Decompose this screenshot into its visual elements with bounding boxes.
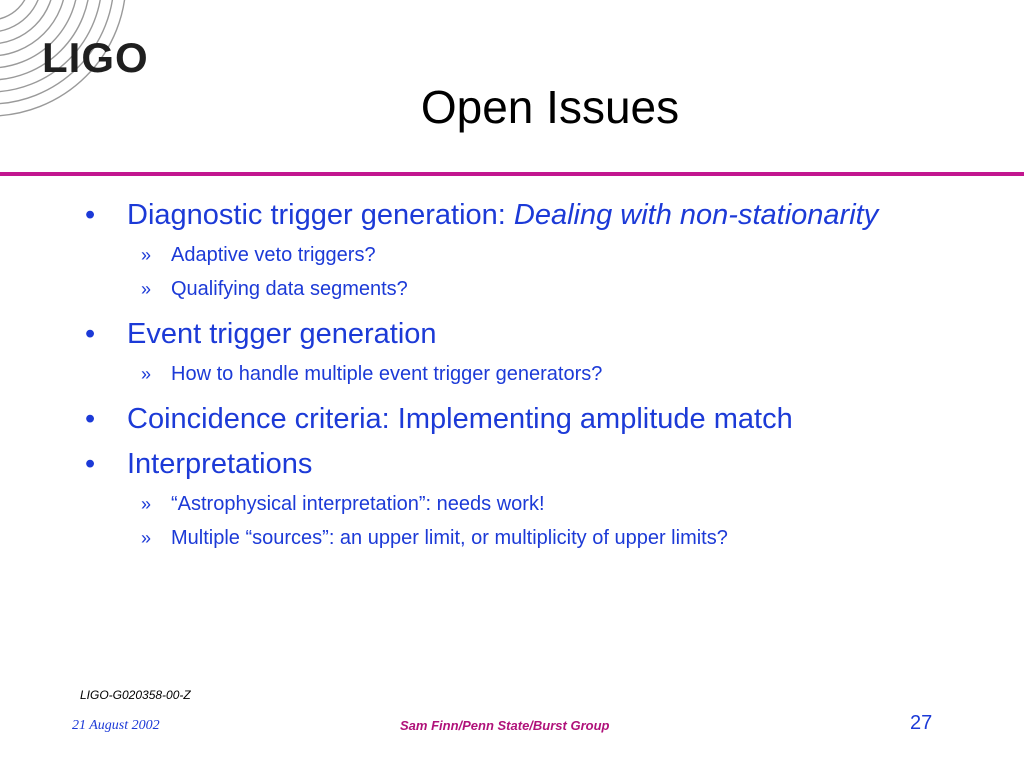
sub-bullet-icon: » xyxy=(141,494,152,514)
page-number: 27 xyxy=(910,712,933,734)
ligo-logo: LIGO xyxy=(42,34,149,81)
bullet-item xyxy=(85,445,965,484)
bullet-emphasis: Dealing with non-stationarity xyxy=(513,199,879,231)
title-divider xyxy=(0,172,1024,176)
sub-bullet-text: Qualifying data segments? xyxy=(171,278,408,300)
sub-bullet-icon: » xyxy=(141,364,152,384)
bullet-text: Diagnostic trigger generation: xyxy=(127,199,514,231)
footer-date: 21 August 2002 xyxy=(72,718,160,733)
bullet-icon: • xyxy=(85,403,96,435)
sub-bullet-icon: » xyxy=(141,279,152,299)
sub-bullet-item xyxy=(85,276,965,303)
bullet-icon: • xyxy=(85,448,96,480)
bullet-text: Interpretations xyxy=(127,448,313,480)
footer-author: Sam Finn/Penn State/Burst Group xyxy=(400,718,610,733)
bullet-item xyxy=(85,400,965,439)
sub-bullet-item xyxy=(85,361,965,388)
sub-bullet-item xyxy=(85,242,965,269)
bullet-list xyxy=(85,196,965,552)
sub-bullet-text: How to handle multiple event trigger generators? xyxy=(171,363,603,385)
bullet-text: Coincidence criteria: Implementing amplitude match xyxy=(127,403,793,435)
sub-bullet-item xyxy=(85,491,965,518)
bullet-icon: • xyxy=(85,318,96,350)
document-id: LIGO-G020358-00-Z xyxy=(80,688,191,702)
sub-bullet-item xyxy=(85,525,965,552)
sub-bullet-icon: » xyxy=(141,528,152,548)
bullet-item xyxy=(85,315,965,354)
bullet-text: Event trigger generation xyxy=(127,318,437,350)
sub-bullet-text: Adaptive veto triggers? xyxy=(171,244,376,266)
slide-title: Open Issues xyxy=(420,81,680,133)
sub-bullet-text: “Astrophysical interpretation”: needs work! xyxy=(171,493,545,515)
sub-bullet-icon: » xyxy=(141,245,152,265)
bullet-item xyxy=(85,196,965,235)
bullet-icon: • xyxy=(85,199,96,231)
sub-bullet-text: Multiple “sources”: an upper limit, or multiplicity of upper limits? xyxy=(171,527,728,549)
